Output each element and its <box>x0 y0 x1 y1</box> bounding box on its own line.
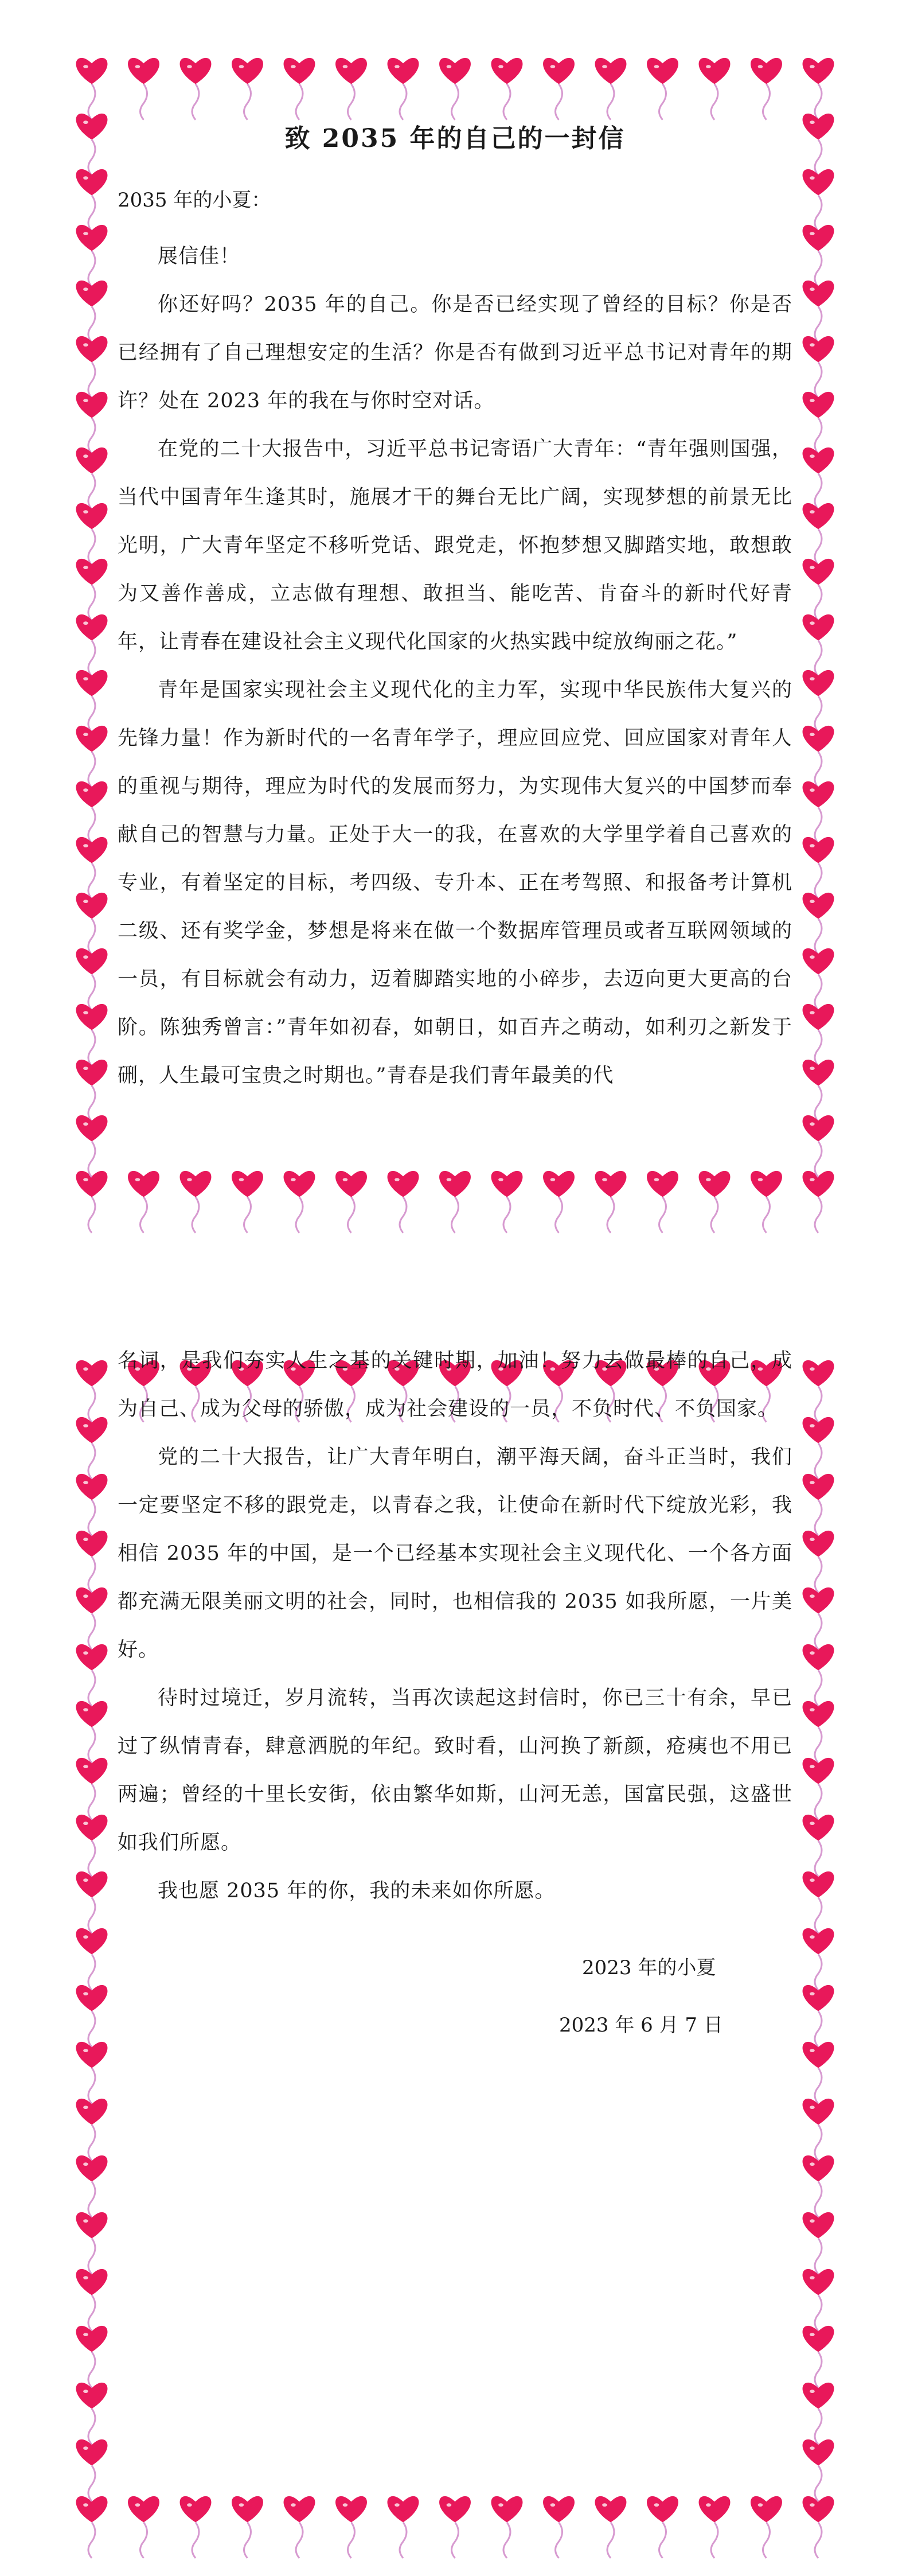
heart-balloon-icon <box>803 2439 834 2501</box>
heart-balloon-icon <box>180 58 212 120</box>
heart-balloon-icon <box>439 2496 471 2558</box>
heart-balloon-icon <box>76 837 108 899</box>
heart-balloon-icon <box>76 948 108 1010</box>
paragraph-5: 待时过境迁，岁月流转，当再次读起这封信时，你已三十有余，早已过了纵情青春，肆意洒脱的年纪。致时看，山河换了新颜，疮痍也不用已两遍；曾经的十里长安街，依由繁华如斯，山河无恙，国富民强，这盛世如我们所愿。 <box>118 1687 792 1854</box>
letter-page-1 <box>0 0 910 1251</box>
heart-balloon-icon <box>76 893 108 955</box>
heart-balloon-icon <box>543 2496 575 2558</box>
heart-balloon-icon <box>803 114 834 176</box>
heart-balloon-icon <box>803 726 834 788</box>
heart-balloon-icon <box>76 726 108 788</box>
heart-balloon-icon <box>76 1474 108 1536</box>
heart-balloon-icon <box>803 392 834 454</box>
heart-balloon-icon <box>76 1115 108 1177</box>
heart-balloon-icon <box>803 448 834 509</box>
heart-balloon-icon <box>128 2496 159 2558</box>
heart-balloon-icon <box>803 2383 834 2445</box>
heart-balloon-icon <box>803 1758 834 1820</box>
heart-balloon-icon <box>76 114 108 176</box>
salutation: 2035 年的小夏： <box>118 189 271 212</box>
heart-balloon-icon <box>76 1531 108 1593</box>
heart-balloon-icon <box>76 1060 108 1122</box>
heart-balloon-icon <box>803 2212 834 2274</box>
heart-balloon-icon <box>76 1171 108 1233</box>
heart-balloon-icon <box>232 1171 263 1233</box>
heart-balloon-icon <box>76 2099 108 2161</box>
paragraph-4: 党的二十大报告，让广大青年明白，潮平海天阔，奋斗正当时，我们一定要坚定不移的跟党走，以青春之我，让使命在新时代下绽放光彩，我相信 2035 年的中国，是一个已经基本实现社会主义现代化、一个各方面都充满无限美丽文明的社会，同时，也相信我的 2035 如我所愿，一片美好。 <box>118 1446 792 1661</box>
heart-balloon-icon <box>803 1531 834 1593</box>
letter-page-2 <box>0 1302 910 2576</box>
heart-balloon-icon <box>595 2496 627 2558</box>
heart-balloon-icon <box>76 559 108 621</box>
paragraph-2: 在党的二十大报告中，习近平总书记寄语广大青年：“青年强则国强，当代中国青年生逢其时，施展才干的舞台无比广阔，实现梦想的前景无比光明，广大青年坚定不移听党话、跟党走，怀抱梦想又脚踏实地，敢想敢为又善作善成，立志做有理想、敢担当、能吃苦、肯奋斗的新时代好青年，让青春在建设社会主义现代化国家的火热实践中绽放绚丽之花。” <box>118 438 792 653</box>
heart-balloon-icon <box>595 1171 627 1233</box>
heart-balloon-icon <box>76 1587 108 1649</box>
heart-balloon-icon <box>180 1171 212 1233</box>
heart-balloon-icon <box>803 1004 834 1066</box>
heart-balloon-icon <box>751 2496 782 2558</box>
heart-balloon-icon <box>232 2496 263 2558</box>
heart-balloon-icon <box>647 58 678 120</box>
heart-balloon-icon <box>128 1171 159 1233</box>
heart-balloon-icon <box>76 448 108 509</box>
heart-balloon-icon <box>76 1701 108 1763</box>
heart-balloon-icon <box>76 2326 108 2388</box>
heart-balloon-icon <box>803 559 834 621</box>
heart-balloon-icon <box>439 1171 471 1233</box>
heart-balloon-icon <box>803 670 834 732</box>
heart-balloon-icon <box>284 2496 315 2558</box>
heart-balloon-icon <box>803 1171 834 1233</box>
opening-line: 展信佳！ <box>158 245 241 268</box>
heart-balloon-icon <box>76 2269 108 2331</box>
letter-title: 致 2035 年的自己的一封信 <box>284 124 626 153</box>
heart-balloon-icon <box>76 169 108 231</box>
heart-balloon-icon <box>803 1417 834 1479</box>
paragraph-3: 青年是国家实现社会主义现代化的主力军，实现中华民族伟大复兴的先锋力量！作为新时代的一名青年学子，理应回应党、回应国家对青年人的重视与期待，理应为时代的发展而努力，为实现伟大复兴的中国梦而奉献自己的智慧与力量。正处于大一的我，在喜欢的大学里学着自己喜欢的专业，有着坚定的目标，考四级、专升本、正在考驾照、和报备考计算机二级、还有奖学金，梦想是将来在做一个数据库管理员或者互联网领域的一员，有目标就会有动力，迈着脚踏实地的小碎步，去迈向更大更高的台阶。陈独秀曾言：”青年如初春，如朝日，如百卉之萌动，如利刃之新发于硎，人生最可宝贵之时期也。”青春是我们青年最美的代 <box>118 679 792 1087</box>
heart-balloon-icon <box>76 781 108 843</box>
heart-balloon-icon <box>803 1360 834 1422</box>
heart-balloon-icon <box>803 837 834 899</box>
heart-balloon-icon <box>388 1171 419 1233</box>
heart-balloon-icon <box>803 281 834 343</box>
heart-balloon-icon <box>76 2212 108 2274</box>
heart-balloon-icon <box>284 1171 315 1233</box>
paragraph-3-continued: 名词，是我们夯实人生之基的关键时期，加油！努力去做最棒的自己，成为自己、成为父母的骄傲，成为社会建设的一员，不负时代、不负国家。 <box>118 1349 792 1421</box>
heart-balloon-icon <box>76 2155 108 2217</box>
heart-balloon-icon <box>76 2042 108 2104</box>
heart-balloon-icon <box>803 2326 834 2388</box>
heart-balloon-icon <box>76 2439 108 2501</box>
heart-balloon-icon <box>803 1060 834 1122</box>
heart-balloon-icon <box>803 225 834 287</box>
heart-balloon-icon <box>76 670 108 732</box>
heart-balloon-icon <box>803 893 834 955</box>
heart-balloon-icon <box>543 58 575 120</box>
heart-balloon-icon <box>491 1171 523 1233</box>
heart-balloon-icon <box>76 2496 108 2558</box>
heart-balloon-icon <box>232 58 263 120</box>
heart-balloon-icon <box>76 1985 108 2047</box>
letter-body-2 <box>118 1337 792 1915</box>
heart-balloon-icon <box>388 2496 419 2558</box>
heart-balloon-icon <box>803 169 834 231</box>
heart-balloon-icon <box>76 1815 108 1877</box>
heart-balloon-icon <box>647 2496 678 2558</box>
heart-balloon-icon <box>76 281 108 343</box>
heart-balloon-icon <box>803 58 834 120</box>
heart-balloon-icon <box>803 2155 834 2217</box>
heart-balloon-icon <box>803 1644 834 1706</box>
heart-balloon-icon <box>128 58 159 120</box>
heart-balloon-icon <box>803 503 834 565</box>
heart-balloon-icon <box>76 1004 108 1066</box>
heart-balloon-icon <box>699 58 731 120</box>
heart-balloon-icon <box>803 1985 834 2047</box>
heart-balloon-icon <box>76 392 108 454</box>
heart-balloon-icon <box>543 1171 575 1233</box>
heart-balloon-icon <box>803 2099 834 2161</box>
heart-balloon-icon <box>595 58 627 120</box>
heart-balloon-icon <box>76 1758 108 1820</box>
heart-balloon-icon <box>76 503 108 565</box>
heart-balloon-icon <box>803 1701 834 1763</box>
heart-balloon-icon <box>76 1928 108 1990</box>
heart-balloon-icon <box>751 58 782 120</box>
heart-balloon-icon <box>803 2269 834 2331</box>
paragraph-6: 我也愿 2035 年的你，我的未来如你所愿。 <box>158 1880 556 1902</box>
heart-balloon-icon <box>803 2042 834 2104</box>
paragraph-1: 你还好吗？2035 年的自己。你是否已经实现了曾经的目标？你是否已经拥有了自己理想安定的生活？你是否有做到习近平总书记对青年的期许？处在 2023 年的我在与你时空对话。 <box>118 293 792 413</box>
heart-balloon-icon <box>803 781 834 843</box>
heart-balloon-icon <box>335 1171 367 1233</box>
heart-balloon-icon <box>335 2496 367 2558</box>
heart-balloon-icon <box>803 1928 834 1990</box>
heart-balloon-icon <box>803 948 834 1010</box>
heart-balloon-icon <box>76 614 108 676</box>
heart-balloon-icon <box>699 2496 731 2558</box>
heart-balloon-icon <box>388 58 419 120</box>
heart-balloon-icon <box>439 58 471 120</box>
heart-balloon-icon <box>803 1474 834 1536</box>
heart-balloon-icon <box>76 58 108 120</box>
heart-balloon-icon <box>803 336 834 398</box>
heart-balloon-icon <box>76 1871 108 1933</box>
heart-balloon-icon <box>803 2496 834 2558</box>
heart-balloon-icon <box>76 1417 108 1479</box>
heart-balloon-icon <box>803 614 834 676</box>
heart-balloon-icon <box>647 1171 678 1233</box>
heart-balloon-icon <box>803 1815 834 1877</box>
heart-balloon-icon <box>76 225 108 287</box>
heart-balloon-icon <box>803 1871 834 1933</box>
heart-balloon-icon <box>76 336 108 398</box>
heart-balloon-icon <box>284 58 315 120</box>
heart-balloon-icon <box>335 58 367 120</box>
heart-balloon-icon <box>803 1587 834 1649</box>
signature: 2023 年的小夏 <box>582 1956 716 1979</box>
letter-date: 2023 年 6 月 7 日 <box>559 2014 723 2037</box>
heart-balloon-icon <box>491 2496 523 2558</box>
heart-balloon-icon <box>76 1644 108 1706</box>
heart-balloon-icon <box>180 2496 212 2558</box>
heart-balloon-icon <box>699 1171 731 1233</box>
heart-balloon-icon <box>751 1171 782 1233</box>
heart-balloon-icon <box>76 1360 108 1422</box>
heart-balloon-icon <box>803 1115 834 1177</box>
heart-balloon-icon <box>491 58 523 120</box>
letter-body-1 <box>118 118 792 1100</box>
heart-balloon-icon <box>76 2383 108 2445</box>
